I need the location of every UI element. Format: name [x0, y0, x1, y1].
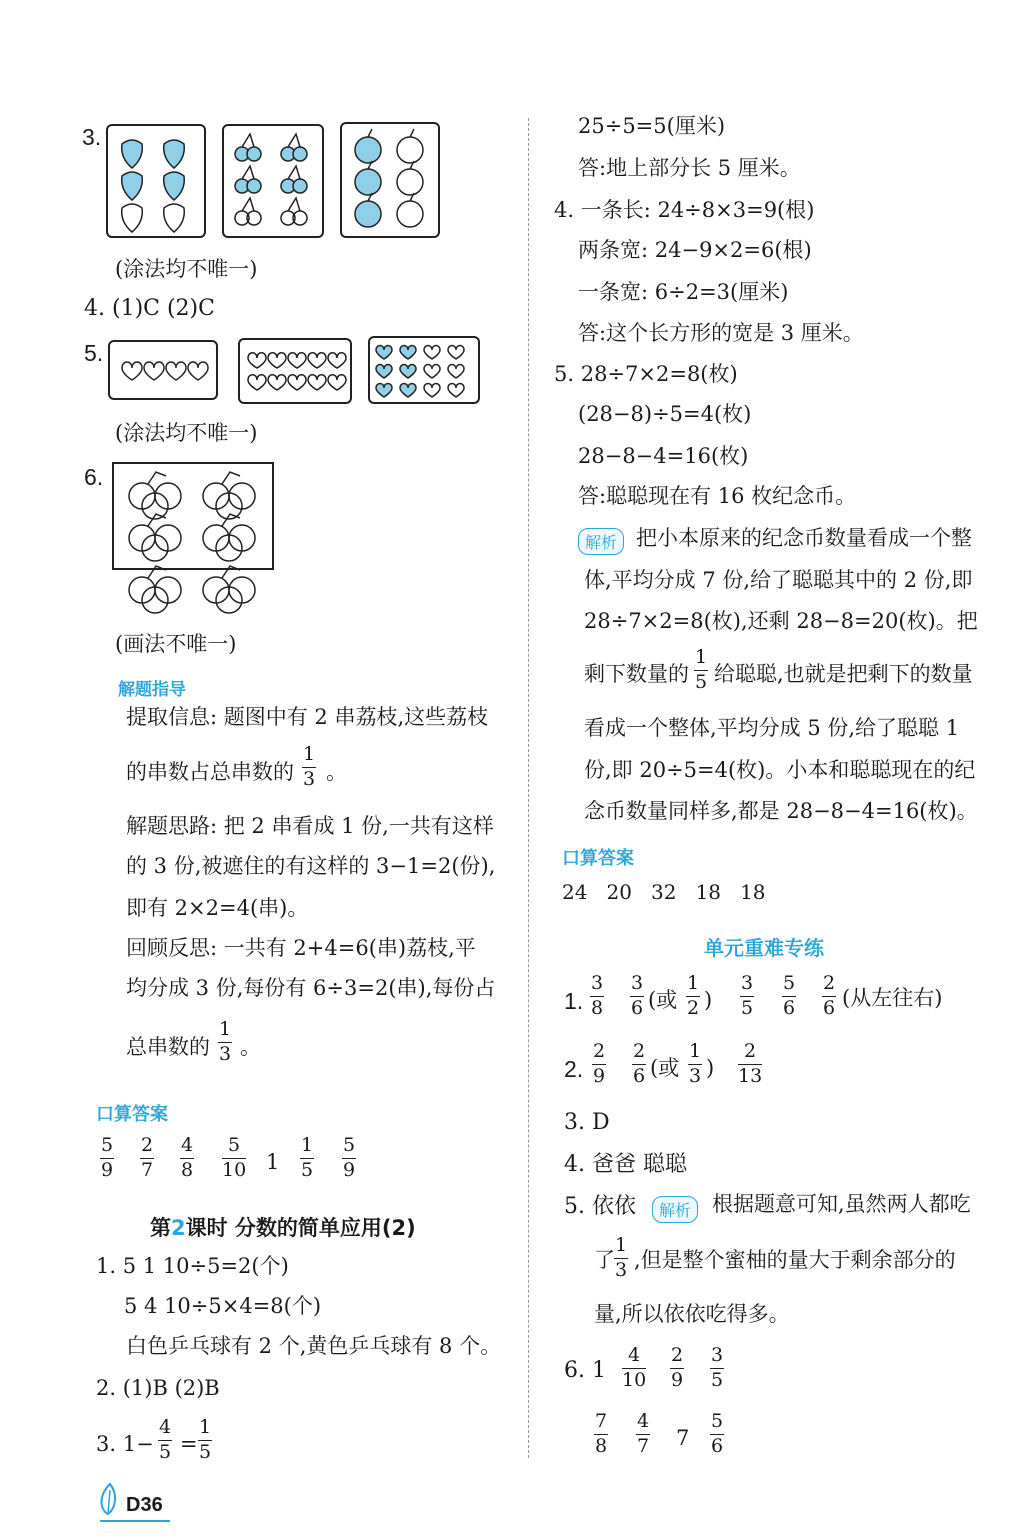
oral-int: 1 — [266, 1150, 280, 1174]
r-line: (28−8)÷5=4(枚) — [578, 402, 752, 426]
q3-label: 3. — [82, 124, 102, 150]
period: 。 — [240, 1035, 261, 1059]
heart-figure — [110, 342, 216, 398]
strawberry-icon — [122, 172, 143, 200]
heart-icon — [166, 362, 186, 380]
r-line: 答:地上部分长 5 厘米。 — [578, 156, 801, 180]
analysis-tag: 解析 — [578, 528, 624, 555]
fraction: 5 6 — [782, 972, 796, 1019]
u6-label: 6. 1 — [564, 1358, 606, 1383]
q5-note: (涂法均不唯一) — [115, 421, 258, 445]
l-q1c: 白色乒乓球有 2 个,黄色乒乓球有 8 个。 — [126, 1334, 502, 1358]
analysis-tag: 解析 — [652, 1196, 698, 1223]
q6-note: (画法不唯一) — [115, 632, 237, 656]
r-line: 体,平均分成 7 份,给了聪聪其中的 2 份,即 — [584, 568, 973, 592]
heart-box-4 — [108, 340, 218, 400]
guide-line: 解题思路: 把 2 串看成 1 份,一共有这样 — [126, 814, 494, 838]
lychee-bunch-icon — [129, 514, 181, 561]
page-number: D36 — [126, 1494, 163, 1516]
heart-icon — [188, 362, 208, 380]
strawberry-icon — [164, 172, 185, 200]
fraction: 1 5 — [694, 646, 708, 693]
heart-icon — [400, 346, 416, 360]
cherry-icon — [235, 134, 261, 161]
heart-icon — [308, 353, 326, 368]
apple-icon — [397, 129, 423, 163]
guide-title: 解题指导 — [118, 680, 186, 700]
r-line: 剩下数量的 — [584, 662, 689, 686]
apple-icon — [397, 193, 423, 227]
r-line: 一条宽: 6÷2=3(厘米) — [578, 280, 789, 304]
or-close: ) — [704, 988, 713, 1012]
q3-note: (涂法均不唯一) — [115, 257, 258, 281]
strawberry-icon — [122, 204, 143, 232]
heart-icon — [328, 375, 346, 390]
fraction: 1 3 — [302, 743, 316, 790]
guide-line: 的串数占总串数的 — [126, 760, 294, 784]
oral-title: 口算答案 — [96, 1104, 168, 1125]
strawberry-icon — [164, 204, 185, 232]
apple-box — [340, 122, 440, 238]
heart-icon — [448, 346, 464, 360]
or-close: ) — [706, 1056, 715, 1080]
cherry-icon — [281, 198, 307, 225]
fraction: 2 9 — [592, 1040, 606, 1087]
apple-icon — [355, 193, 381, 227]
fraction: 3 5 — [740, 972, 754, 1019]
heart-icon — [268, 375, 286, 390]
l-q1b: 5 4 10÷5×4=8(个) — [124, 1294, 322, 1318]
r-line: 两条宽: 24−9×2=6(根) — [578, 238, 812, 262]
apple-icon — [355, 161, 381, 195]
u5-line: ,但是整个蜜柚的量大于剩余部分的 — [634, 1248, 956, 1272]
cherry-icon — [235, 166, 261, 193]
heart-icon — [424, 365, 440, 379]
heart-icon — [248, 375, 266, 390]
unit-title: 单元重难专练 — [704, 936, 824, 960]
r-line: 把小本原来的纪念币数量看成一个整 — [636, 526, 972, 550]
oral-values: 24 20 32 18 18 — [562, 880, 766, 904]
guide-line: 均分成 3 份,每份有 6÷3=2(串),每份占 — [126, 976, 496, 1000]
u3: 3. D — [564, 1110, 610, 1135]
lychee-bunch-icon — [203, 472, 255, 519]
heart-icon — [424, 384, 440, 398]
fraction: 2 13 — [738, 1040, 763, 1087]
heart-icon — [400, 384, 416, 398]
r-line: 28÷7×2=8(枚),还剩 28−8=20(枚)。把 — [584, 609, 978, 633]
q4-answer: 4. (1)C (2)C — [84, 296, 215, 321]
heart-icon — [288, 353, 306, 368]
lychee-bunch-icon — [203, 514, 255, 561]
r-line: 答:聪聪现在有 16 枚纪念币。 — [578, 484, 857, 508]
fraction: 1 3 — [614, 1234, 628, 1281]
cherry-icon — [235, 198, 261, 225]
fraction: 1 3 — [218, 1018, 232, 1065]
cherry-icon — [281, 134, 307, 161]
r-line: 4. 一条长: 24÷8×3=9(根) — [554, 198, 815, 222]
cherry-figure — [224, 126, 322, 236]
heart-icon — [328, 353, 346, 368]
u4: 4. 爸爸 聪聪 — [564, 1152, 687, 1177]
or-open: (或 — [650, 1056, 680, 1080]
heart-icon — [376, 346, 392, 360]
heart-icon — [424, 346, 440, 360]
fraction: 4 7 — [636, 1410, 650, 1457]
heart-icon — [268, 353, 286, 368]
cherry-box — [222, 124, 324, 238]
fraction: 4 10 — [622, 1344, 647, 1391]
equals: = — [180, 1432, 198, 1456]
r-line: 5. 28÷7×2=8(枚) — [554, 362, 738, 386]
fraction: 3 5 — [710, 1344, 724, 1391]
apple-figure — [342, 124, 438, 236]
strawberry-icon — [122, 140, 143, 168]
heart-icon — [288, 375, 306, 390]
fraction: 5 10 — [222, 1134, 247, 1181]
or-open: (或 — [648, 988, 678, 1012]
heart-icon — [248, 353, 266, 368]
lychee-figure — [112, 462, 282, 618]
fraction: 5 9 — [342, 1134, 356, 1181]
u5: 5. 依依 — [564, 1194, 636, 1219]
u5-line: 根据题意可知,虽然两人都吃 — [712, 1192, 971, 1216]
fraction: 2 7 — [140, 1134, 154, 1181]
r-line: 28−8−4=16(枚) — [578, 444, 749, 468]
u5-line: 了 — [594, 1248, 615, 1272]
period: 。 — [326, 760, 347, 784]
heart-icon — [376, 384, 392, 398]
fraction: 7 8 — [594, 1410, 608, 1457]
heart-box-10 — [238, 338, 352, 404]
fraction: 1 5 — [300, 1134, 314, 1181]
fraction: 2 9 — [670, 1344, 684, 1391]
lesson-title: 第2课时 分数的简单应用(2) — [150, 1216, 416, 1240]
q5-label: 5. — [84, 340, 104, 366]
r-line: 答:这个长方形的宽是 3 厘米。 — [578, 321, 864, 345]
lychee-bunch-icon — [203, 566, 255, 613]
heart-icon — [376, 365, 392, 379]
heart-icon — [122, 362, 142, 380]
fraction: 1 2 — [686, 972, 700, 1019]
fraction: 1 3 — [688, 1040, 702, 1087]
q6-label: 6. — [84, 464, 104, 490]
oral-title-right: 口算答案 — [562, 848, 634, 869]
heart-icon — [448, 365, 464, 379]
heart-icon — [144, 362, 164, 380]
u1-tail: (从左往右) — [842, 986, 943, 1010]
heart-icon — [308, 375, 326, 390]
r-line: 份,即 20÷5=4(枚)。小本和聪聪现在的纪 — [584, 758, 976, 782]
r-line: 25÷5=5(厘米) — [578, 114, 726, 138]
fraction: 2 6 — [822, 972, 836, 1019]
l-q3: 3. 1− — [96, 1432, 154, 1456]
lychee-bunch-icon — [129, 472, 181, 519]
heart-icon — [448, 384, 464, 398]
lychee-bunch-icon — [129, 566, 181, 613]
guide-line: 提取信息: 题图中有 2 串荔枝,这些荔枝 — [126, 705, 489, 729]
u6-int: 7 — [676, 1426, 690, 1450]
fraction: 5 9 — [100, 1134, 114, 1181]
fraction: 2 6 — [632, 1040, 646, 1087]
u5-line: 量,所以依依吃得多。 — [594, 1302, 790, 1326]
fraction: 4 8 — [180, 1134, 194, 1181]
heart-box-12 — [368, 336, 480, 404]
u1-label: 1. — [564, 988, 584, 1014]
heart-figure — [370, 338, 478, 402]
leaf-icon — [96, 1480, 122, 1520]
fraction: 1 5 — [198, 1416, 212, 1463]
r-line: 给聪聪,也就是把剩下的数量 — [714, 662, 973, 686]
r-line: 看成一个整体,平均分成 5 份,给了聪聪 1 — [584, 716, 960, 740]
strawberry-icon — [164, 140, 185, 168]
page-underline — [100, 1520, 170, 1522]
apple-icon — [355, 129, 381, 163]
l-q2: 2. (1)B (2)B — [96, 1376, 220, 1400]
strawberry-figure — [108, 126, 204, 236]
fraction: 3 6 — [630, 972, 644, 1019]
column-divider — [528, 118, 529, 1458]
guide-line: 回顾反思: 一共有 2+4=6(串)荔枝,平 — [126, 936, 476, 960]
u2-label: 2. — [564, 1056, 584, 1082]
guide-line: 总串数的 — [126, 1035, 210, 1059]
cherry-icon — [281, 166, 307, 193]
strawberry-box — [106, 124, 206, 238]
heart-figure — [240, 340, 350, 402]
fraction: 3 8 — [590, 972, 604, 1019]
fraction: 5 6 — [710, 1410, 724, 1457]
r-line: 念币数量同样多,都是 28−8−4=16(枚)。 — [584, 799, 978, 823]
fraction: 4 5 — [158, 1416, 172, 1463]
l-q1a: 1. 5 1 10÷5=2(个) — [96, 1254, 289, 1278]
guide-line: 的 3 份,被遮住的有这样的 3−1=2(份), — [126, 854, 496, 878]
guide-line: 即有 2×2=4(串)。 — [126, 896, 309, 920]
apple-icon — [397, 161, 423, 195]
heart-icon — [400, 365, 416, 379]
